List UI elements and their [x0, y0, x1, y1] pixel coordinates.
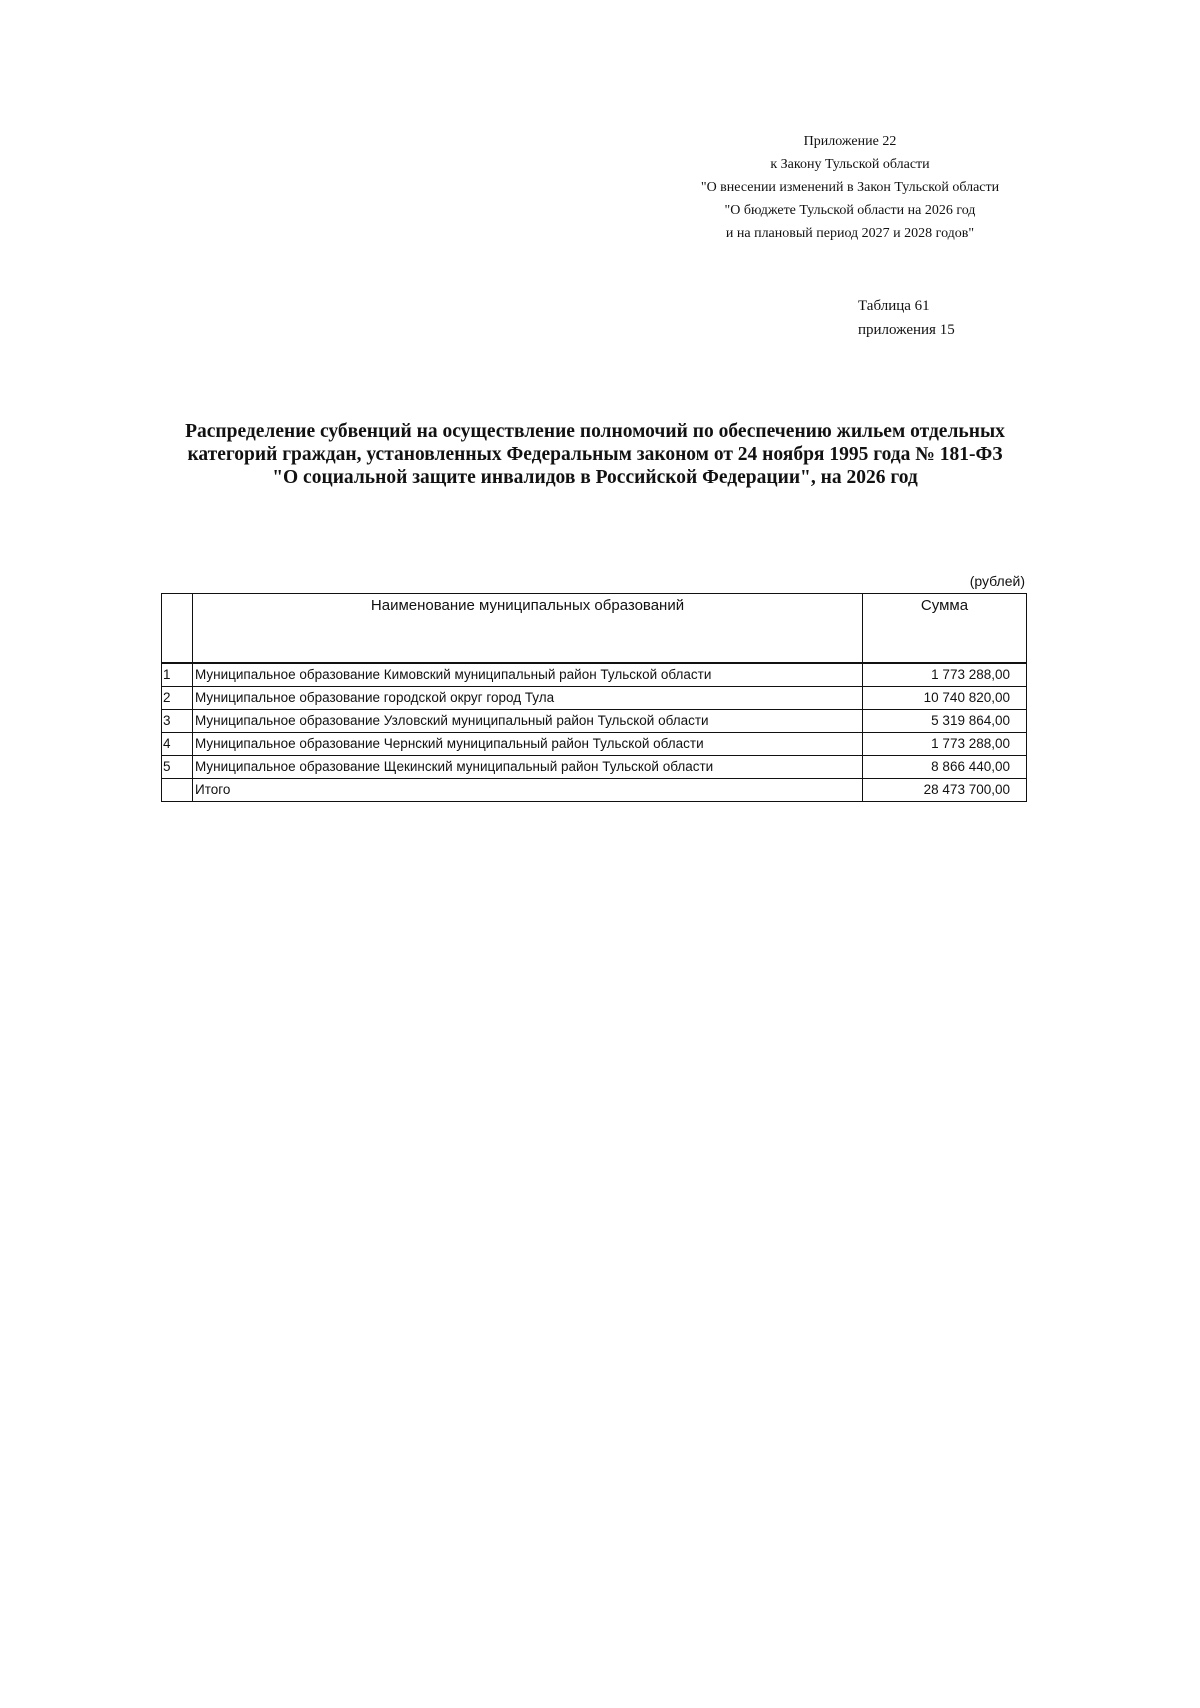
table-number: Таблица 61	[858, 298, 930, 314]
appendix-line: "О внесении изменений в Закон Тульской области	[700, 180, 1000, 195]
header-number-cell	[162, 594, 193, 664]
row-number: 5	[162, 756, 193, 779]
total-sum: 28 473 700,00	[863, 779, 1027, 802]
row-sum: 5 319 864,00	[863, 710, 1027, 733]
table-row	[162, 710, 1027, 733]
row-name: Муниципальное образование Узловский муниципальный район Тульской области	[193, 710, 863, 733]
distribution-table	[161, 593, 1027, 802]
row-sum: 10 740 820,00	[863, 687, 1027, 710]
table-reference	[858, 294, 955, 342]
header-name-cell: Наименование муниципальных образований	[193, 594, 863, 664]
appendix-reference	[620, 130, 1080, 245]
total-number	[162, 779, 193, 802]
row-sum: 8 866 440,00	[863, 756, 1027, 779]
row-number: 3	[162, 710, 193, 733]
table-header-row	[162, 594, 1027, 664]
title-line: категорий граждан, установленных Федеральным законом от 24 ноября 1995 года № 181-ФЗ	[187, 444, 1003, 465]
total-label: Итого	[193, 779, 863, 802]
row-sum: 1 773 288,00	[863, 663, 1027, 687]
row-sum: 1 773 288,00	[863, 733, 1027, 756]
row-number: 4	[162, 733, 193, 756]
table-total-row	[162, 779, 1027, 802]
row-name: Муниципальное образование Щекинский муниципальный район Тульской области	[193, 756, 863, 779]
header-sum-cell: Сумма	[863, 594, 1027, 664]
row-number: 1	[162, 663, 193, 687]
title-line: "О социальной защите инвалидов в Российской Федерации", на 2026 год	[272, 467, 918, 488]
currency-unit: (рублей)	[969, 573, 1025, 589]
row-number: 2	[162, 687, 193, 710]
table-row	[162, 687, 1027, 710]
table-row	[162, 756, 1027, 779]
appendix-line: и на плановый период 2027 и 2028 годов"	[725, 226, 975, 241]
title-line: Распределение субвенций на осуществление полномочий по обеспечению жильем отдельных	[185, 421, 1005, 442]
row-name: Муниципальное образование городской округ город Тула	[193, 687, 863, 710]
table-row	[162, 733, 1027, 756]
row-name: Муниципальное образование Кимовский муниципальный район Тульской области	[193, 663, 863, 687]
document-title	[80, 420, 1110, 489]
appendix-line: "О бюджете Тульской области на 2026 год	[724, 203, 976, 218]
row-name: Муниципальное образование Чернский муниципальный район Тульской области	[193, 733, 863, 756]
appendix-line: Приложение 22	[803, 134, 897, 149]
table-appendix: приложения 15	[858, 322, 955, 338]
appendix-line: к Закону Тульской области	[770, 157, 930, 172]
table-row	[162, 663, 1027, 687]
